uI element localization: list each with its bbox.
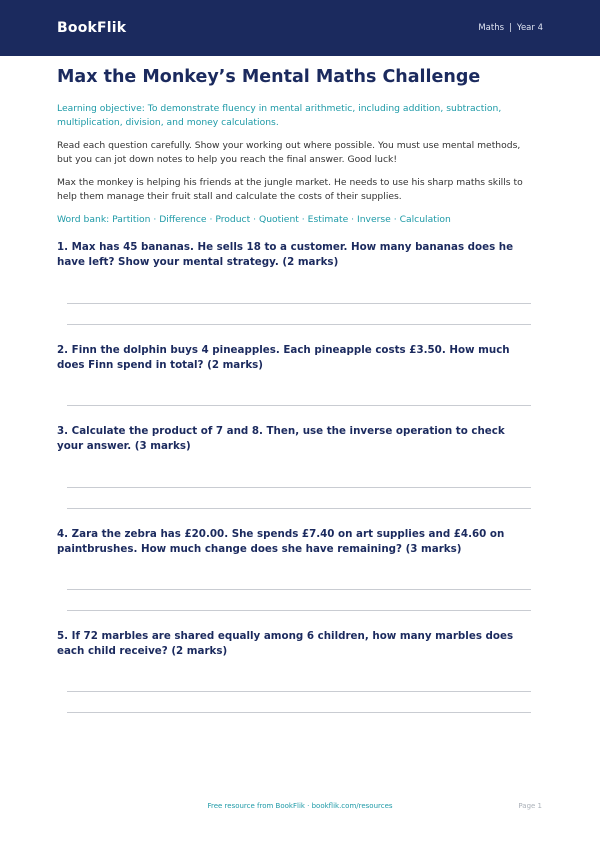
question-3 [57,424,531,454]
page-number: Page 1 [518,802,542,810]
meta-separator: | [509,23,512,33]
answer-line[interactable] [67,405,531,406]
answer-line[interactable] [67,303,531,304]
answer-line[interactable] [67,589,531,590]
question-text: 5. If 72 marbles are shared equally among 6 children, how many marbles does each child receive? (2 marks) [57,630,514,657]
page-footer [0,802,600,814]
learning-objective: Learning objective: To demonstrate fluency in mental arithmetic, including addition, subtraction, multiplication, division, and money calculations. [57,103,502,128]
subject-label: Maths [478,23,505,33]
question-1 [57,240,531,270]
answer-line[interactable] [67,324,531,325]
question-text: 4. Zara the zebra has £20.00. She spends £7.40 on art supplies and £4.60 on paintbrushes. How much change does she have remaining? (3 marks) [57,528,505,555]
answer-line[interactable] [67,691,531,692]
brand-logo[interactable]: BookFlik [57,20,127,36]
answer-line[interactable] [67,610,531,611]
answer-line[interactable] [67,712,531,713]
word-bank: Word bank: Partition · Difference · Product · Quotient · Estimate · Inverse · Calculation [57,214,451,225]
question-text: 1. Max has 45 bananas. He sells 18 to a customer. How many bananas does he have left? Show your mental strategy. (2 marks) [57,241,514,268]
question-2 [57,343,531,373]
year-label: Year 4 [516,23,543,33]
header-bar [0,0,600,56]
intro-text: Max the monkey is helping his friends at the jungle market. He needs to use his sharp maths skills to help them manage their fruit stall and calculate the costs of their supplies. [57,177,523,202]
question-text: 2. Finn the dolphin buys 4 pineapples. Each pineapple costs £3.50. How much does Finn spend in total? (2 marks) [57,344,510,371]
page-title: Max the Monkey’s Mental Maths Challenge [57,67,481,87]
footer-resource-link[interactable]: Free resource from BookFlik · bookflik.com/resources [207,802,393,810]
worksheet-intro [57,66,531,227]
instructions-text: Read each question carefully. Show your working out where possible. You must use mental methods, but you can jot down notes to help you reach the final answer. Good luck! [57,140,521,165]
answer-line[interactable] [67,508,531,509]
answer-line[interactable] [67,487,531,488]
question-text: 3. Calculate the product of 7 and 8. Then, use the inverse operation to check your answer. (3 marks) [57,425,505,452]
question-5 [57,629,531,659]
question-4 [57,527,531,557]
header-meta [478,23,543,33]
